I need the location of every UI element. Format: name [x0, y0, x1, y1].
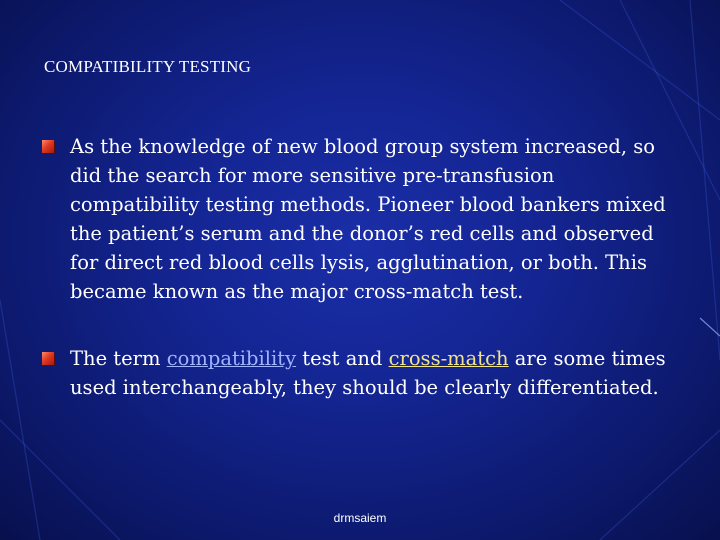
bullet-text-suffix: are some times used interchangeably, they should be clearly differentiated. — [70, 347, 666, 399]
bullet-text — [70, 344, 682, 402]
compatibility-link[interactable]: compatibility — [166, 347, 297, 370]
bullet-text-prefix: The term — [70, 347, 167, 370]
bullet-text: As the knowledge of new blood group system increased, so did the search for more sensitive pre-transfusion compatibility testing methods. Pioneer blood bankers mixed the patient’s serum and the donor’s red cells and observed for direct red blood cells lysis, agglutination, or both. This became known as the major cross-match test. — [70, 135, 666, 303]
bullet-square-icon — [42, 140, 54, 153]
bullet-square-icon — [42, 352, 54, 365]
cross-match-link[interactable]: cross-match — [388, 347, 509, 370]
bullet-item — [42, 344, 682, 402]
footer-author: drmsaiem — [333, 511, 387, 525]
bullet-text-middle: test and — [296, 347, 389, 370]
bullet-item — [42, 132, 682, 306]
slide-title: COMPATIBILITY TESTING — [44, 57, 252, 76]
